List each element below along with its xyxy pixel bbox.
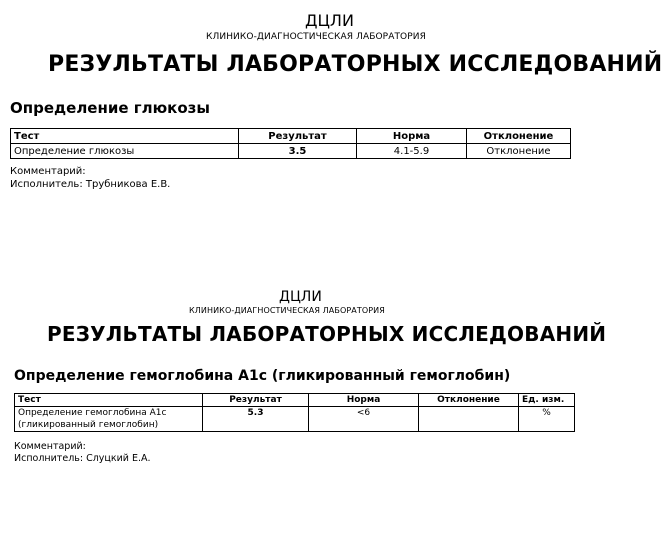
test-heading: Определение гемоглобина A1c (гликированный гемоглобин) <box>14 368 511 384</box>
cell-norm: 4.1-5.9 <box>357 144 467 159</box>
col-header-result: Результат <box>239 129 357 144</box>
executor-label: Исполнитель: <box>14 452 84 464</box>
report-title: РЕЗУЛЬТАТЫ ЛАБОРАТОРНЫХ ИССЛЕДОВАНИЙ <box>48 52 662 77</box>
cell-unit: % <box>519 407 575 432</box>
cell-norm: <6 <box>309 407 419 432</box>
cell-deviation <box>419 407 519 432</box>
comment-line <box>14 441 151 453</box>
executor-label: Исполнитель: <box>10 178 83 190</box>
comment-label: Комментарий: <box>14 441 86 452</box>
col-header-norm: Норма <box>309 394 419 407</box>
executor-name: Слуцкий Е.А. <box>86 452 151 464</box>
executor-name: Трубникова Е.В. <box>85 178 171 190</box>
cell-result: 5.3 <box>203 407 309 432</box>
col-header-unit: Ед. изм. <box>519 394 575 407</box>
comment-label: Комментарий: <box>10 166 86 177</box>
cell-test: Определение глюкозы <box>11 144 239 159</box>
org-name: ДЦЛИ <box>279 289 322 305</box>
report-title: РЕЗУЛЬТАТЫ ЛАБОРАТОРНЫХ ИССЛЕДОВАНИЙ <box>47 322 607 346</box>
col-header-norm: Норма <box>357 129 467 144</box>
table-header-row <box>15 394 575 407</box>
col-header-deviation: Отклонение <box>419 394 519 407</box>
cell-deviation: Отклонение <box>467 144 571 159</box>
col-header-test: Тест <box>11 129 239 144</box>
results-table <box>14 393 575 432</box>
cell-result: 3.5 <box>239 144 357 159</box>
cell-test: Определение гемоглобина A1c (гликированный гемоглобин) <box>15 407 203 432</box>
executor-line <box>14 453 151 465</box>
col-header-deviation: Отклонение <box>467 129 571 144</box>
col-header-test: Тест <box>15 394 203 407</box>
report-meta <box>14 441 151 465</box>
col-header-result: Результат <box>203 394 309 407</box>
org-name: ДЦЛИ <box>305 11 354 30</box>
lab-subtitle: КЛИНИКО-ДИАГНОСТИЧЕСКАЯ ЛАБОРАТОРИЯ <box>189 306 385 315</box>
test-heading: Определение глюкозы <box>10 99 210 117</box>
table-row <box>15 407 575 432</box>
lab-subtitle: КЛИНИКО-ДИАГНОСТИЧЕСКАЯ ЛАБОРАТОРИЯ <box>206 32 426 42</box>
